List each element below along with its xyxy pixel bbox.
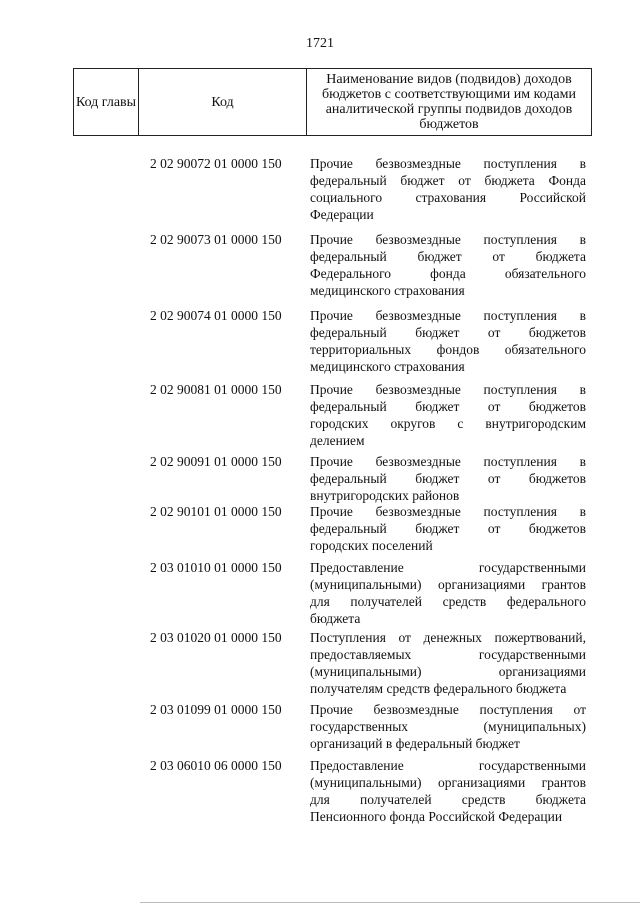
row-code: 2 03 01020 01 0000 150	[150, 630, 282, 645]
header-code: Код	[139, 69, 307, 135]
row-name-line: (муниципальными) организациями	[310, 664, 586, 679]
row-name-line: получателям средств федерального бюджета	[310, 681, 567, 696]
row-name	[310, 503, 586, 554]
row-code: 2 03 01010 01 0000 150	[150, 560, 282, 575]
row-name-line: Предоставление государственными	[310, 560, 586, 575]
row-name	[310, 231, 586, 299]
footer-rule	[140, 902, 640, 903]
row-name	[310, 629, 586, 697]
row-name-line: федеральный бюджет от бюджета Фонда	[310, 173, 586, 188]
row-name-line: для получателей средств федерального	[310, 594, 586, 609]
row-name-line: Предоставление государственными	[310, 758, 586, 773]
row-code: 2 02 90072 01 0000 150	[150, 156, 282, 171]
row-code: 2 02 90074 01 0000 150	[150, 308, 282, 323]
row-name-line: городских округов с внутригородским	[310, 416, 586, 431]
row-code: 2 02 90091 01 0000 150	[150, 454, 282, 469]
row-name-line: (муниципальными) организациями грантов	[310, 577, 586, 592]
header-name: Наименование видов (подвидов) доходов бюджетов с соответствующими им кодами аналитической группы подвидов доходов бюджетов	[322, 72, 576, 132]
row-name-line: Прочие безвозмездные поступления в	[310, 382, 586, 397]
page-number: 1721	[306, 36, 334, 51]
row-name-line: Прочие безвозмездные поступления от	[310, 702, 586, 717]
row-name	[310, 559, 586, 627]
row-name-line: Прочие безвозмездные поступления в	[310, 156, 586, 171]
row-name	[310, 757, 586, 825]
row-name-line: Пенсионного фонда Российской Федерации	[310, 809, 563, 824]
row-code: 2 02 90073 01 0000 150	[150, 232, 282, 247]
row-name	[310, 701, 586, 752]
row-name-line: государственных (муниципальных)	[310, 719, 586, 734]
row-name-line: предоставляемых государственными	[310, 647, 586, 662]
row-name-line: (муниципальными) организациями грантов	[310, 775, 586, 790]
row-name-line: Федерального фонда обязательного	[310, 266, 586, 281]
row-name-line: Федерации	[310, 207, 374, 222]
row-code: 2 02 90081 01 0000 150	[150, 382, 282, 397]
row-name-line: городских поселений	[310, 538, 433, 553]
row-name	[310, 381, 586, 449]
row-name-line: социального страхования Российской	[310, 190, 586, 205]
row-name-line: федеральный бюджет от бюджетов	[310, 471, 586, 486]
row-name-line: федеральный бюджет от бюджетов	[310, 399, 586, 414]
row-name-line: медицинского страхования	[310, 283, 465, 298]
row-code: 2 02 90101 01 0000 150	[150, 504, 282, 519]
row-name-line: бюджета	[310, 611, 361, 626]
row-name	[310, 453, 586, 504]
row-code: 2 03 06010 06 0000 150	[150, 758, 282, 773]
row-name-line: Прочие безвозмездные поступления в	[310, 232, 586, 247]
row-name-line: Поступления от денежных пожертвований,	[310, 630, 586, 645]
row-name-line: для получателей средств бюджета	[310, 792, 586, 807]
row-name-line: Прочие безвозмездные поступления в	[310, 308, 586, 323]
table-header	[73, 68, 592, 136]
row-name	[310, 155, 586, 223]
row-name-line: организаций в федеральный бюджет	[310, 736, 520, 751]
row-name-line: Прочие безвозмездные поступления в	[310, 504, 586, 519]
row-name-line: медицинского страхования	[310, 359, 465, 374]
header-code-glavy: Код главы	[74, 69, 139, 135]
row-name-line: делением	[310, 433, 365, 448]
row-name	[310, 307, 586, 375]
row-name-line: внутригородских районов	[310, 488, 460, 503]
row-name-line: федеральный бюджет от бюджетов	[310, 521, 586, 536]
row-code: 2 03 01099 01 0000 150	[150, 702, 282, 717]
row-name-line: федеральный бюджет от бюджета	[310, 249, 586, 264]
row-name-line: федеральный бюджет от бюджетов	[310, 325, 586, 340]
row-name-line: Прочие безвозмездные поступления в	[310, 454, 586, 469]
row-name-line: территориальных фондов обязательного	[310, 342, 586, 357]
